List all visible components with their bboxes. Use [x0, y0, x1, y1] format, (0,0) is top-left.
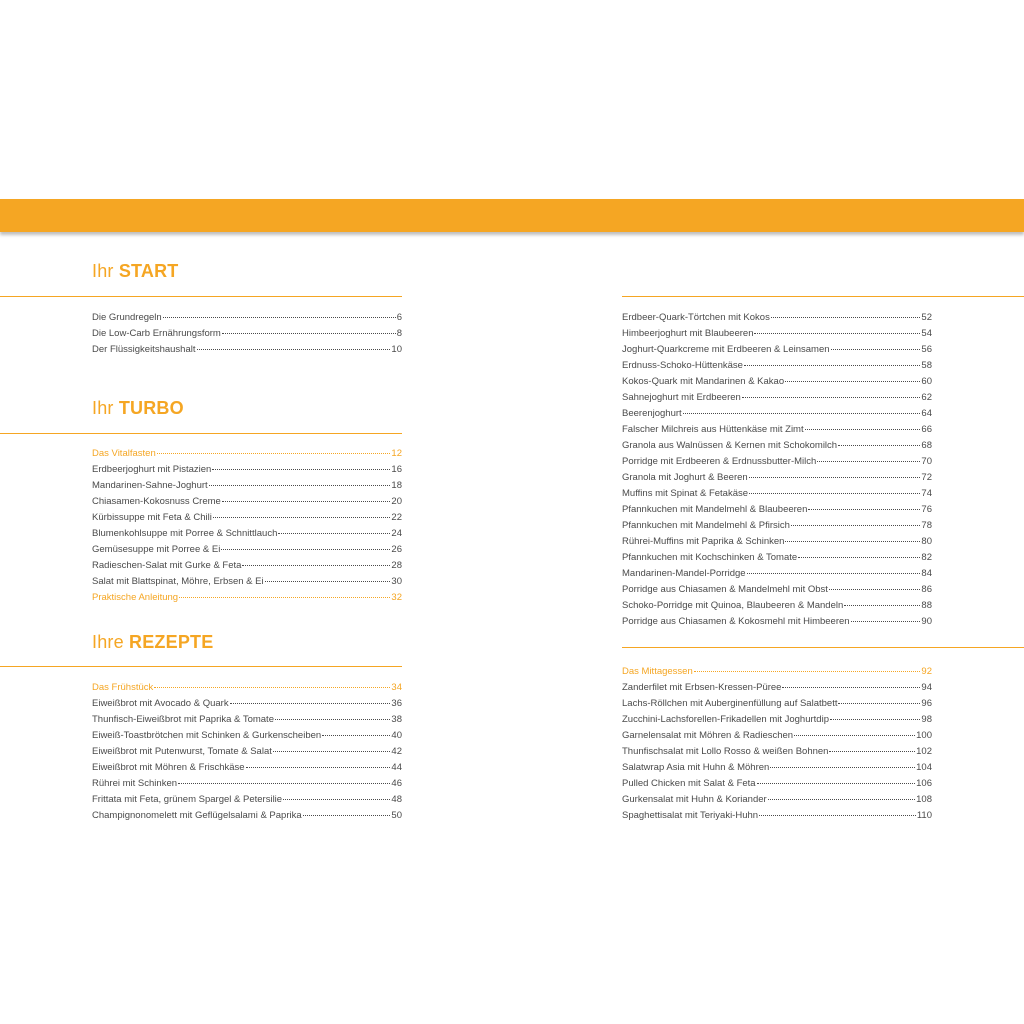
toc-entry-page: 22 [391, 512, 402, 523]
toc-entry-page: 102 [916, 746, 932, 757]
toc-entry-title: Das Vitalfasten [92, 448, 156, 459]
toc-entry-title: Joghurt-Quarkcreme mit Erdbeeren & Leinsamen [622, 344, 830, 355]
toc-entry[interactable] [92, 448, 402, 464]
toc-entry[interactable] [622, 504, 932, 520]
dot-leader [851, 621, 921, 622]
toc-entry-page: 78 [921, 520, 932, 531]
toc-entry-page: 72 [921, 472, 932, 483]
toc-entry-title: Eiweißbrot mit Möhren & Frischkäse [92, 762, 245, 773]
toc-entry-page: 60 [921, 376, 932, 387]
toc-entry[interactable] [92, 592, 402, 608]
toc-entry-title: Sahnejoghurt mit Erdbeeren [622, 392, 741, 403]
toc-entry[interactable] [92, 810, 402, 826]
toc-entry[interactable] [622, 698, 932, 714]
dot-leader [197, 349, 391, 350]
toc-entry-title: Das Frühstück [92, 682, 154, 693]
toc-entry-title: Porridge mit Erdbeeren & Erdnussbutter-Milch [622, 456, 817, 467]
dot-leader [322, 735, 390, 736]
toc-entry-page: 80 [921, 536, 932, 547]
toc-entry[interactable] [622, 568, 932, 584]
dot-leader [246, 767, 391, 768]
toc-entry-page: 98 [921, 714, 932, 725]
dot-leader [694, 671, 921, 672]
toc-entry-page: 104 [916, 762, 932, 773]
dot-leader [230, 703, 391, 704]
toc-entry-title: Chiasamen-Kokosnuss Creme [92, 496, 221, 507]
section-rule [0, 666, 402, 667]
toc-entry[interactable] [92, 544, 402, 560]
dot-leader [157, 453, 391, 454]
toc-list-turbo [92, 448, 402, 608]
dot-leader [759, 815, 916, 816]
toc-entry[interactable] [92, 682, 402, 698]
toc-entry[interactable] [622, 312, 932, 328]
toc-entry-page: 84 [921, 568, 932, 579]
toc-list-fruehstueck-continued [622, 312, 932, 632]
toc-entry[interactable] [622, 360, 932, 376]
toc-entry-page: 100 [916, 730, 932, 741]
dot-leader [838, 445, 920, 446]
toc-entry-title: Pfannkuchen mit Mandelmehl & Blaubeeren [622, 504, 808, 515]
toc-entry-title: Blumenkohlsuppe mit Porree & Schnittlauch [92, 528, 278, 539]
toc-entry-page: 64 [921, 408, 932, 419]
toc-entry-title: Praktische Anleitung [92, 592, 179, 603]
toc-entry-title: Schoko-Porridge mit Quinoa, Blaubeeren & Mandeln [622, 600, 844, 611]
toc-entry-title: Die Grundregeln [92, 312, 162, 323]
toc-entry-page: 44 [391, 762, 402, 773]
heading-title: REZEPTE [129, 632, 214, 652]
toc-entry-title: Rührei-Muffins mit Paprika & Schinken [622, 536, 785, 547]
toc-entry-page: 82 [921, 552, 932, 563]
toc-entry-title: Kokos-Quark mit Mandarinen & Kakao [622, 376, 785, 387]
toc-entry-page: 26 [391, 544, 402, 555]
toc-entry-title: Salat mit Blattspinat, Möhre, Erbsen & Ei [92, 576, 264, 587]
toc-entry-title: Champignonomelett mit Geflügelsalami & Paprika [92, 810, 302, 821]
toc-entry-title: Thunfisch-Eiweißbrot mit Paprika & Tomate [92, 714, 274, 725]
toc-entry-title: Eiweißbrot mit Avocado & Quark [92, 698, 229, 709]
section-heading-rezepte [92, 632, 213, 653]
toc-entry-page: 56 [921, 344, 932, 355]
dot-leader [830, 719, 920, 720]
dot-leader [771, 317, 921, 318]
toc-entry-page: 58 [921, 360, 932, 371]
toc-entry[interactable] [622, 746, 932, 762]
toc-entry-page: 28 [391, 560, 402, 571]
dot-leader [209, 485, 391, 486]
toc-entry-title: Zucchini-Lachsforellen-Frikadellen mit Joghurtdip [622, 714, 829, 725]
dot-leader [222, 333, 396, 334]
toc-entry[interactable] [622, 778, 932, 794]
toc-entry-title: Gurkensalat mit Huhn & Koriander [622, 794, 767, 805]
dot-leader [213, 517, 391, 518]
toc-entry[interactable] [622, 520, 932, 536]
toc-entry[interactable] [92, 344, 402, 360]
dot-leader [178, 783, 390, 784]
toc-entry[interactable] [622, 714, 932, 730]
toc-entry-title: Gemüsesuppe mit Porree & Ei [92, 544, 221, 555]
dot-leader [785, 381, 920, 382]
toc-entry-page: 76 [921, 504, 932, 515]
toc-entry-page: 42 [391, 746, 402, 757]
toc-entry[interactable] [622, 344, 932, 360]
toc-entry-title: Falscher Milchreis aus Hüttenkäse mit Zimt [622, 424, 804, 435]
dot-leader [212, 469, 390, 470]
toc-entry[interactable] [622, 682, 932, 698]
toc-entry[interactable] [622, 488, 932, 504]
dot-leader [754, 333, 920, 334]
toc-entry-page: 32 [391, 592, 402, 603]
toc-entry-page: 66 [921, 424, 932, 435]
toc-entry-page: 6 [396, 312, 402, 323]
toc-entry-title: Pfannkuchen mit Kochschinken & Tomate [622, 552, 798, 563]
toc-entry-title: Pfannkuchen mit Mandelmehl & Pfirsich [622, 520, 790, 531]
toc-entry[interactable] [622, 456, 932, 472]
dot-leader [278, 533, 390, 534]
toc-entry-page: 12 [391, 448, 402, 459]
toc-entry-title: Thunfischsalat mit Lollo Rosso & weißen Bohnen [622, 746, 829, 757]
toc-entry-page: 10 [391, 344, 402, 355]
dot-leader [303, 815, 391, 816]
toc-entry-page: 8 [396, 328, 402, 339]
toc-entry-title: Eiweißbrot mit Putenwurst, Tomate & Salat [92, 746, 272, 757]
dot-leader [757, 783, 916, 784]
section-heading-turbo [92, 398, 184, 419]
section-rule [0, 296, 402, 297]
toc-entry-page: 86 [921, 584, 932, 595]
dot-leader [829, 751, 915, 752]
toc-entry-title: Der Flüssigkeitshaushalt [92, 344, 196, 355]
toc-entry-page: 62 [921, 392, 932, 403]
toc-entry[interactable] [622, 472, 932, 488]
dot-leader [242, 565, 390, 566]
dot-leader [742, 397, 921, 398]
toc-entry[interactable] [622, 810, 932, 826]
toc-entry[interactable] [622, 584, 932, 600]
toc-list-rezepte [92, 682, 402, 826]
dot-leader [798, 557, 920, 558]
toc-entry-page: 54 [921, 328, 932, 339]
heading-prefix: Ihr [92, 261, 114, 281]
toc-entry[interactable] [622, 392, 932, 408]
header-band [0, 199, 1024, 232]
toc-entry[interactable] [92, 778, 402, 794]
toc-entry[interactable] [92, 480, 402, 496]
toc-entry-title: Mandarinen-Sahne-Joghurt [92, 480, 208, 491]
section-rule [622, 647, 1024, 648]
toc-entry-title: Pulled Chicken mit Salat & Feta [622, 778, 756, 789]
toc-entry-title: Porridge aus Chiasamen & Mandelmehl mit Obst [622, 584, 828, 595]
dot-leader [794, 735, 915, 736]
dot-leader [785, 541, 920, 542]
toc-entry-title: Mandarinen-Mandel-Porridge [622, 568, 746, 579]
toc-entry-title: Kürbissuppe mit Feta & Chili [92, 512, 212, 523]
toc-entry[interactable] [622, 328, 932, 344]
toc-entry-page: 70 [921, 456, 932, 467]
toc-entry[interactable] [92, 746, 402, 762]
toc-entry[interactable] [92, 698, 402, 714]
heading-prefix: Ihre [92, 632, 124, 652]
toc-entry-page: 74 [921, 488, 932, 499]
toc-entry-page: 18 [391, 480, 402, 491]
toc-entry[interactable] [92, 794, 402, 810]
toc-entry[interactable] [92, 512, 402, 528]
toc-entry[interactable] [622, 762, 932, 778]
heading-title: TURBO [118, 398, 184, 418]
toc-entry[interactable] [92, 496, 402, 512]
dot-leader [829, 589, 920, 590]
dot-leader [749, 477, 921, 478]
dot-leader [831, 349, 921, 350]
dot-leader [838, 703, 920, 704]
toc-entry[interactable] [622, 730, 932, 746]
toc-entry-page: 52 [921, 312, 932, 323]
toc-entry-page: 48 [391, 794, 402, 805]
toc-entry-page: 88 [921, 600, 932, 611]
toc-entry-page: 20 [391, 496, 402, 507]
toc-entry-title: Rührei mit Schinken [92, 778, 178, 789]
toc-entry[interactable] [92, 576, 402, 592]
toc-entry-page: 94 [921, 682, 932, 693]
toc-entry-title: Eiweiß-Toastbrötchen mit Schinken & Gurkenscheiben [92, 730, 322, 741]
toc-entry-page: 106 [916, 778, 932, 789]
toc-entry[interactable] [622, 794, 932, 810]
toc-entry-page: 40 [391, 730, 402, 741]
toc-entry[interactable] [622, 440, 932, 456]
toc-entry-page: 68 [921, 440, 932, 451]
dot-leader [683, 413, 921, 414]
toc-entry-page: 24 [391, 528, 402, 539]
toc-entry[interactable] [622, 376, 932, 392]
dot-leader [221, 549, 390, 550]
dot-leader [747, 573, 921, 574]
dot-leader [817, 461, 920, 462]
toc-entry-title: Erdbeerjoghurt mit Pistazien [92, 464, 212, 475]
dot-leader [791, 525, 921, 526]
toc-entry[interactable] [622, 552, 932, 568]
toc-entry-page: 108 [916, 794, 932, 805]
toc-entry[interactable] [92, 560, 402, 576]
toc-entry-title: Spaghettisalat mit Teriyaki-Huhn [622, 810, 759, 821]
toc-entry-page: 92 [921, 666, 932, 677]
toc-entry-title: Radieschen-Salat mit Gurke & Feta [92, 560, 242, 571]
dot-leader [179, 597, 390, 598]
toc-entry[interactable] [92, 714, 402, 730]
dot-leader [163, 317, 396, 318]
toc-entry[interactable] [622, 666, 932, 682]
dot-leader [222, 501, 391, 502]
toc-entry-title: Garnelensalat mit Möhren & Radieschen [622, 730, 794, 741]
toc-entry[interactable] [622, 536, 932, 552]
toc-entry-page: 36 [391, 698, 402, 709]
toc-entry-page: 16 [391, 464, 402, 475]
section-rule [0, 433, 402, 434]
heading-title: START [118, 261, 179, 281]
dot-leader [154, 687, 390, 688]
toc-entry-title: Muffins mit Spinat & Fetakäse [622, 488, 749, 499]
toc-entry-title: Erdbeer-Quark-Törtchen mit Kokos [622, 312, 770, 323]
toc-entry-page: 90 [921, 616, 932, 627]
toc-entry-title: Zanderfilet mit Erbsen-Kressen-Püree [622, 682, 782, 693]
toc-entry-page: 46 [391, 778, 402, 789]
toc-entry[interactable] [92, 730, 402, 746]
toc-entry-page: 96 [921, 698, 932, 709]
toc-entry-page: 38 [391, 714, 402, 725]
toc-entry[interactable] [622, 408, 932, 424]
dot-leader [770, 767, 915, 768]
dot-leader [265, 581, 391, 582]
toc-entry-page: 50 [391, 810, 402, 821]
dot-leader [768, 799, 915, 800]
toc-entry-page: 110 [916, 810, 932, 821]
toc-entry-title: Porridge aus Chiasamen & Kokosmehl mit Himbeeren [622, 616, 850, 627]
toc-entry[interactable] [622, 616, 932, 632]
toc-entry[interactable] [92, 528, 402, 544]
dot-leader [744, 365, 921, 366]
dot-leader [844, 605, 920, 606]
toc-entry-page: 30 [391, 576, 402, 587]
heading-prefix: Ihr [92, 398, 114, 418]
toc-entry-title: Das Mittagessen [622, 666, 693, 677]
toc-entry[interactable] [92, 312, 402, 328]
dot-leader [275, 719, 390, 720]
toc-entry-title: Lachs-Röllchen mit Auberginenfüllung auf Salatbett [622, 698, 838, 709]
toc-entry-title: Granola mit Joghurt & Beeren [622, 472, 748, 483]
toc-entry-title: Himbeerjoghurt mit Blaubeeren [622, 328, 754, 339]
toc-entry[interactable] [92, 762, 402, 778]
toc-list-start [92, 312, 402, 360]
section-heading-start [92, 261, 178, 282]
toc-entry-title: Erdnuss-Schoko-Hüttenkäse [622, 360, 743, 371]
toc-entry[interactable] [622, 424, 932, 440]
dot-leader [283, 799, 390, 800]
toc-entry-title: Granola aus Walnüssen & Kernen mit Schokomilch [622, 440, 838, 451]
dot-leader [805, 429, 921, 430]
toc-entry[interactable] [92, 328, 402, 344]
toc-entry-title: Beerenjoghurt [622, 408, 682, 419]
dot-leader [273, 751, 391, 752]
toc-entry[interactable] [622, 600, 932, 616]
toc-entry-title: Frittata mit Feta, grünem Spargel & Petersilie [92, 794, 283, 805]
dot-leader [749, 493, 920, 494]
toc-entry[interactable] [92, 464, 402, 480]
dot-leader [808, 509, 920, 510]
toc-list-mittagessen [622, 666, 932, 826]
toc-entry-title: Die Low-Carb Ernährungsform [92, 328, 221, 339]
toc-entry-title: Salatwrap Asia mit Huhn & Möhren [622, 762, 770, 773]
toc-entry-page: 34 [391, 682, 402, 693]
section-rule [622, 296, 1024, 297]
dot-leader [782, 687, 920, 688]
